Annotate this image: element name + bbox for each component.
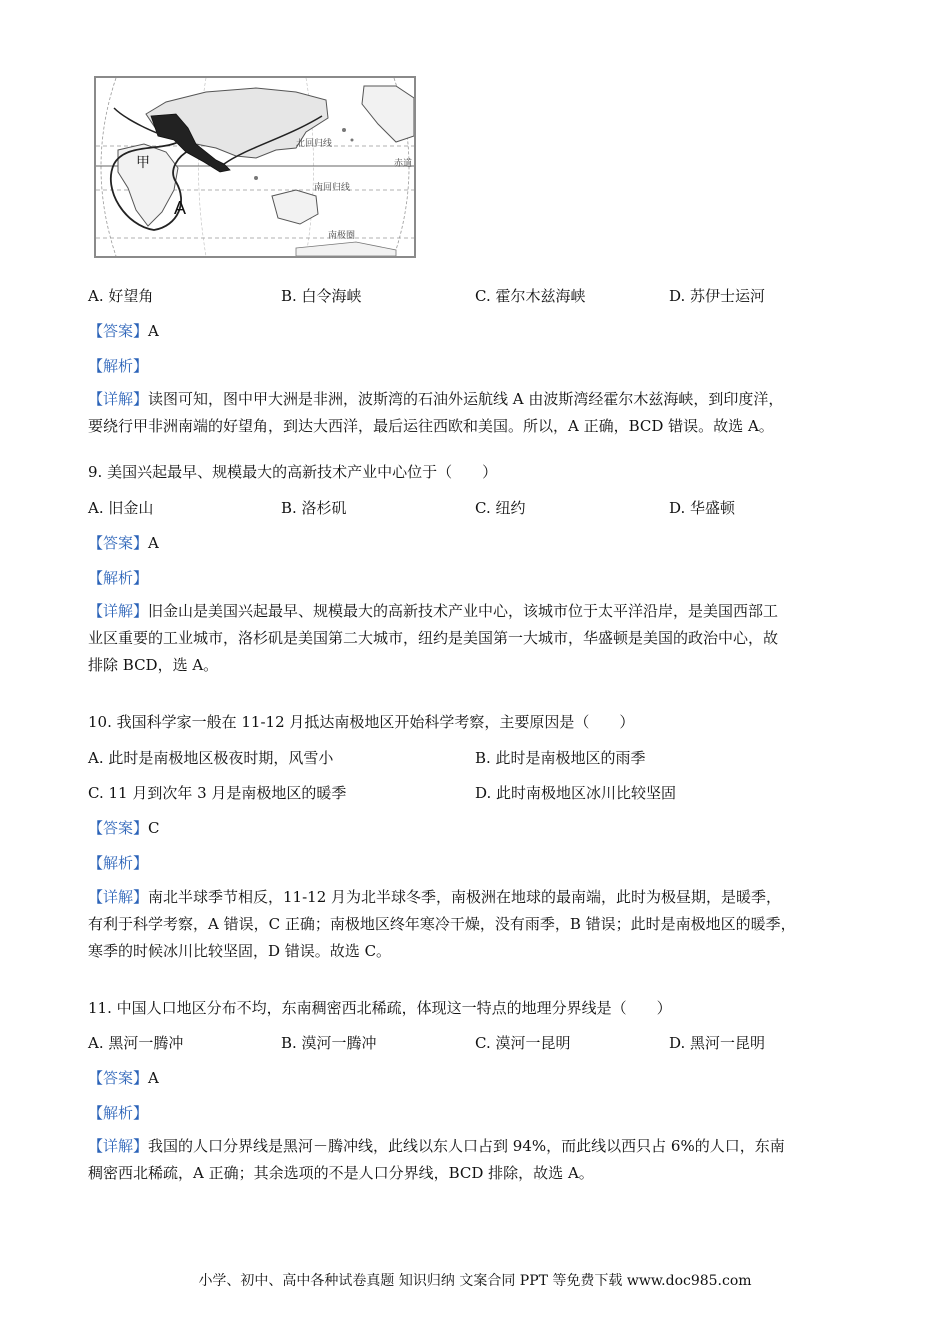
detail-text-1: 我国的人口分界线是黑河－腾冲线，此线以东人口占到 94%，而此线以西只占 6%的人口，东南	[148, 1137, 785, 1155]
q9-analysis: 【解析】	[88, 569, 149, 587]
q9-detail	[88, 598, 860, 679]
answer-value: C	[148, 819, 160, 837]
q9-answer	[88, 532, 159, 553]
world-map-figure	[94, 76, 416, 258]
label-tropic-north: 北回归线	[296, 139, 333, 149]
q10-option-b: B. 此时是南极地区的雨季	[475, 749, 646, 767]
q11-analysis: 【解析】	[88, 1104, 149, 1122]
q10-option-c: C. 11 月到次年 3 月是南极地区的暖季	[88, 784, 347, 802]
page-footer: 小学、初中、高中各种试卷真题 知识归纳 文案合同 PPT 等免费下载 www.doc985.com	[198, 1273, 752, 1289]
q8-option-d: D. 苏伊士运河	[669, 287, 766, 305]
q9-option-b: B. 洛杉矶	[281, 499, 347, 517]
detail-text-1: 南北半球季节相反，11-12 月为北半球冬季，南极洲在地球的最南端，此时为极昼期，是暖季，	[148, 888, 782, 906]
detail-text-1: 旧金山是美国兴起最早、规模最大的高新技术产业中心，该城市位于太平洋沿岸，是美国西部工	[148, 602, 779, 620]
q11-detail	[88, 1133, 860, 1187]
q11-option-d: D. 黑河一昆明	[669, 1034, 766, 1052]
q9-option-c: C. 纽约	[475, 499, 526, 517]
q8-option-b: B. 白令海峡	[281, 287, 362, 305]
answer-tag: 【答案】	[88, 322, 149, 340]
q11-option-b: B. 漠河一腾冲	[281, 1034, 377, 1052]
detail-text-3: 排除 BCD，选 A。	[88, 656, 219, 674]
q11-answer	[88, 1067, 159, 1088]
detail-tag: 【详解】	[88, 888, 149, 906]
answer-tag: 【答案】	[88, 534, 149, 552]
detail-tag: 【详解】	[88, 390, 149, 408]
answer-tag: 【答案】	[88, 819, 149, 837]
label-route-a: A	[174, 198, 187, 218]
label-jia: 甲	[136, 155, 150, 171]
q8-detail	[88, 386, 860, 440]
q10-question: 10. 我国科学家一般在 11-12 月抵达南极地区开始科学考察，主要原因是（ ）	[88, 713, 635, 731]
q10-option-d: D. 此时南极地区冰川比较坚固	[475, 784, 677, 802]
detail-tag: 【详解】	[88, 602, 149, 620]
answer-tag: 【答案】	[88, 1069, 149, 1087]
answer-value: A	[148, 322, 159, 340]
label-equator: 赤道	[394, 159, 413, 169]
q9-option-a: A. 旧金山	[88, 499, 154, 517]
detail-text-2: 有利于科学考察，A 错误，C 正确；南极地区终年寒冷干燥，没有雨季，B 错误；此时是南极地区的暖季，	[88, 915, 796, 933]
q10-option-a: A. 此时是南极地区极夜时期，风雪小	[88, 749, 334, 767]
q9-option-d: D. 华盛顿	[669, 499, 736, 517]
detail-text-3: 寒季的时候冰川比较坚固，D 错误。故选 C。	[88, 942, 392, 960]
q8-option-a: A. 好望角	[88, 287, 154, 305]
q9-question: 9. 美国兴起最早、规模最大的高新技术产业中心位于（ ）	[88, 463, 498, 481]
answer-value: A	[148, 1069, 159, 1087]
q10-detail	[88, 884, 860, 965]
detail-text-2: 业区重要的工业城市，洛杉矶是美国第二大城市，纽约是美国第一大城市，华盛顿是美国的政治中心，故	[88, 629, 779, 647]
q8-option-c: C. 霍尔木兹海峡	[475, 287, 586, 305]
q11-option-a: A. 黑河一腾冲	[88, 1034, 184, 1052]
q10-answer	[88, 817, 160, 838]
label-tropic-south: 南回归线	[314, 183, 351, 193]
label-antarctic-circle: 南极圈	[328, 231, 356, 241]
q8-analysis: 【解析】	[88, 357, 149, 375]
q8-answer	[88, 320, 159, 341]
answer-value: A	[148, 534, 159, 552]
detail-text-2: 要绕行甲非洲南端的好望角，到达大西洋，最后运往西欧和美国。所以，A 正确，BCD 错误。故选 A。	[88, 417, 774, 435]
detail-text-2: 稠密西北稀疏，A 正确；其余选项的不是人口分界线，BCD 排除，故选 A。	[88, 1164, 594, 1182]
q11-question: 11. 中国人口地区分布不均，东南稠密西北稀疏，体现这一特点的地理分界线是（ ）	[88, 999, 672, 1017]
detail-text-1: 读图可知，图中甲大洲是非洲，波斯湾的石油外运航线 A 由波斯湾经霍尔木兹海峡，到印度洋，	[148, 390, 784, 408]
q10-analysis: 【解析】	[88, 854, 149, 872]
detail-tag: 【详解】	[88, 1137, 149, 1155]
q11-option-c: C. 漠河一昆明	[475, 1034, 571, 1052]
